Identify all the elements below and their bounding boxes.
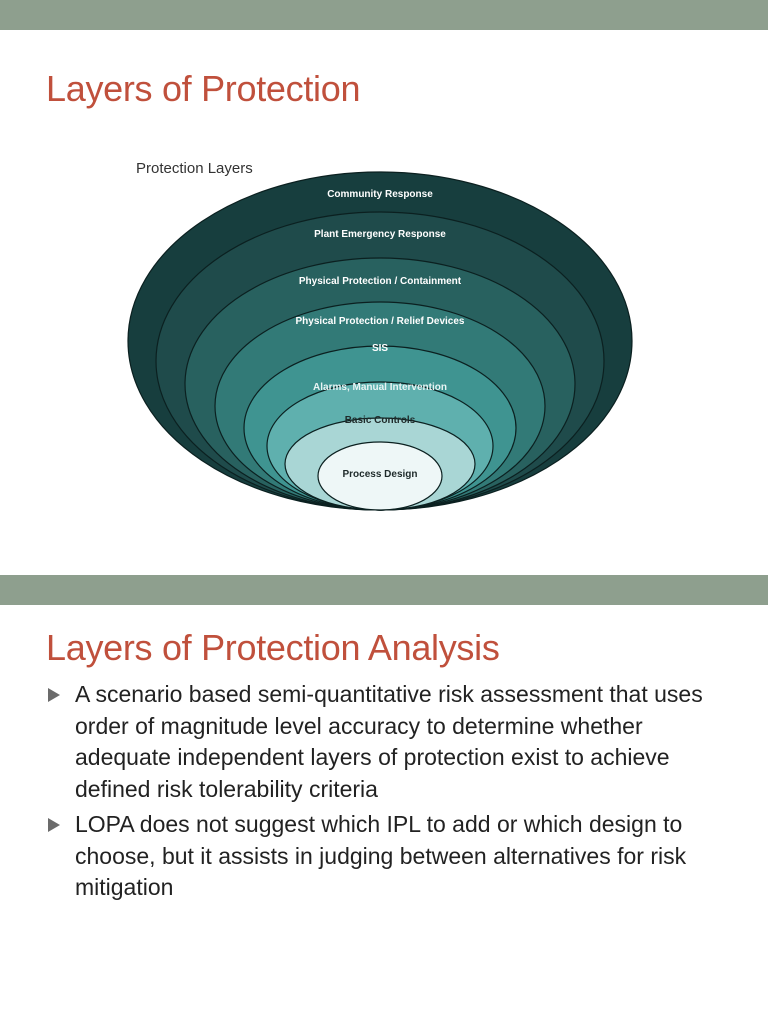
protection-layers-diagram xyxy=(120,150,640,520)
diagram-heading: Protection Layers xyxy=(136,160,253,177)
triangle-right-icon xyxy=(48,688,60,702)
slide-title: Layers of Protection Analysis xyxy=(46,627,500,668)
slide-header-band xyxy=(0,575,768,605)
slide-header-band xyxy=(0,0,768,30)
layer-label: Physical Protection / Containment xyxy=(298,276,462,287)
bullet-item xyxy=(46,809,736,904)
layer-label: Community Response xyxy=(327,189,433,200)
slide-title: Layers of Protection xyxy=(46,68,361,109)
triangle-right-icon xyxy=(48,818,60,832)
bullet-item xyxy=(46,679,736,805)
bullet-list xyxy=(46,679,736,908)
layer-label: Process Design xyxy=(342,469,418,480)
bullet-text: LOPA does not suggest which IPL to add or which design to choose, but it assists in judging between alternatives for risk mitigation xyxy=(75,811,687,900)
layer-label: Physical Protection / Relief Devices xyxy=(295,316,465,327)
protection-layers-svg xyxy=(120,150,640,520)
layer-label: Alarms, Manual Intervention xyxy=(313,382,447,393)
layer-label: SIS xyxy=(371,343,389,354)
bullet-text: A scenario based semi-quantitative risk assessment that uses order of magnitude level accuracy to determine whether adequate independent layers of protection exist to achieve defined risk tolerability criteria xyxy=(75,681,703,802)
layer-label: Plant Emergency Response xyxy=(314,229,446,240)
layer-label: Basic Controls xyxy=(344,415,416,426)
slide-lopa xyxy=(0,575,768,1024)
